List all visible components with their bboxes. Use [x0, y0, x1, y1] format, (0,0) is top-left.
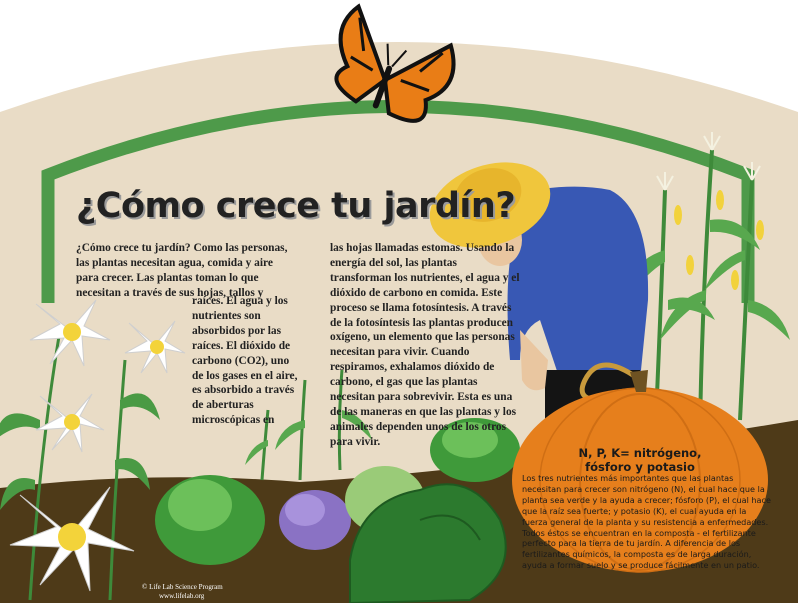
pumpkin-heading-line2: fósforo y potasio	[585, 460, 695, 474]
website-credit: www.lifelab.org	[159, 592, 205, 600]
pumpkin-text: Los tres nutrientes más importantes que las plantas necesitan para crecer son nitrógeno (N), el cual hace que la planta sea verde y la ayuda a crecer; fósforo (P), el cual hace que la raíz sea fuerte; y potasio (K), el cual ayuda en la fuerza general de la planta y su resistencia a enfermedades. Todos éstos se encuentran en la composta - el fertilizante perfecto para la tierra de tu jardín. A diferencia de los fertilizantes químicos, la composta es de larga duración, ayuda a formar suelo y se produce fácilmente en un patio.	[522, 473, 771, 571]
body-text-column2: las hojas llamadas estomas. Usando la energía del sol, las plantas transforman los nutrientes, el agua y el dióxido de carbono en comida. Este proceso se llama fotosíntesis. A través de la fotosíntesis las plantas producen oxígeno, un elemento que las personas necesitan para vivir. Cuando respiramos, exhalamos dióxido de carbono, el gas que las plantas necesitan para sobrevivir. Esta es una de las maneras en que las plantas y los animales dependen unos de los otros para vivir.	[330, 242, 520, 448]
body-text-column1-top: ¿Cómo crece tu jardín? Como las personas, las plantas necesitan agua, comida y aire para crecer. Las plantas toman lo que necesitan a través de sus hojas, tallos y	[76, 242, 288, 299]
pumpkin-heading	[560, 446, 720, 474]
page-title: ¿Cómo crece tu jardín?	[76, 186, 516, 226]
body-text-column1-bottom: raíces. El agua y los nutrientes son absorbidos por las raíces. El dióxido de carbono (CO2), uno de los gases en el aire, es absorbido a través de aberturas microscópicas en	[192, 295, 298, 427]
copyright-credit: © Life Lab Science Program	[142, 583, 223, 591]
pumpkin-heading-line1: N, P, K= nitrógeno,	[578, 446, 702, 460]
